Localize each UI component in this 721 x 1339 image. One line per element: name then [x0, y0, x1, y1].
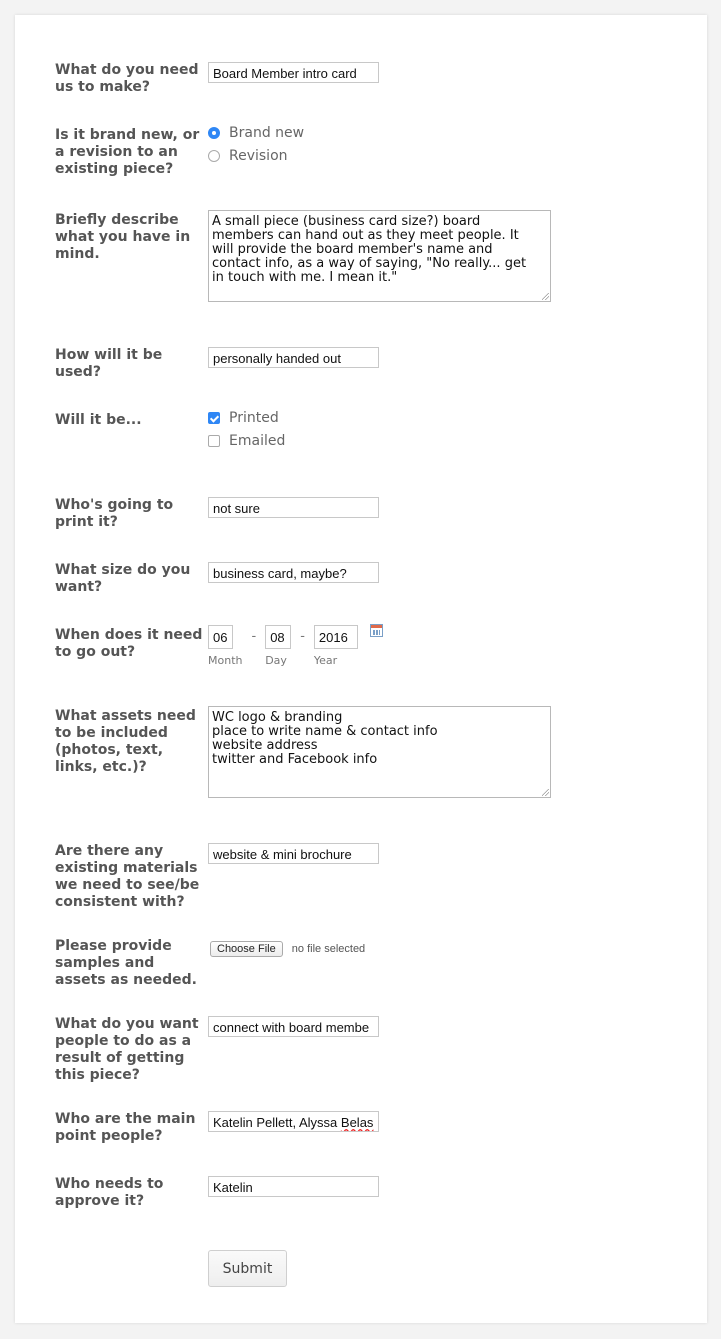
day-input[interactable]: 08: [265, 625, 291, 649]
size-label: What size do you want?: [55, 562, 191, 595]
submit-button[interactable]: Submit: [208, 1250, 287, 1287]
month-input[interactable]: 06: [208, 625, 233, 649]
checkbox-emailed[interactable]: [208, 429, 285, 452]
year-label: Year: [313, 654, 338, 667]
checkbox-emailed-label: Emailed: [229, 432, 286, 449]
assets-label: What assets need to be included (photos, text, links, etc.)?: [55, 708, 196, 775]
assets-textarea[interactable]: [208, 706, 551, 798]
make-label: What do you need us to make?: [55, 62, 199, 95]
radio-revision-label: Revision: [229, 147, 288, 164]
samples-label: Please provide samples and assets as needed.: [55, 938, 197, 988]
people-value: Katelin Pellett, Alyssa: [213, 1115, 341, 1130]
radio-revision[interactable]: [208, 144, 304, 167]
date-separator: -: [251, 629, 257, 644]
size-input[interactable]: business card, maybe?: [208, 562, 379, 583]
choose-file-button[interactable]: Choose File: [210, 941, 283, 957]
people-input[interactable]: [208, 1111, 379, 1132]
will-be-label: Will it be...: [55, 412, 142, 428]
checkbox-printed-label: Printed: [229, 409, 279, 426]
date-separator: -: [300, 629, 305, 644]
make-input[interactable]: Board Member intro card: [208, 62, 379, 83]
describe-line: A small piece (business card size?) board: [212, 214, 481, 229]
date-picker: [208, 625, 383, 667]
radio-brand-new-label: Brand new: [229, 124, 305, 141]
existing-label: Are there any existing materials we need to see/be consistent with?: [55, 843, 200, 910]
existing-input[interactable]: website & mini brochure: [208, 843, 379, 864]
approve-input[interactable]: Katelin: [208, 1176, 379, 1197]
resize-grip-icon[interactable]: [542, 789, 549, 796]
brand-new-label: Is it brand new, or a revision to an existing piece?: [55, 127, 200, 177]
month-label: Month: [208, 654, 243, 667]
print-label: Who's going to print it?: [55, 497, 174, 530]
calendar-icon[interactable]: [370, 624, 383, 637]
describe-line: contact info, as a way of saying, "No really... get: [212, 256, 527, 271]
assets-line: website address: [212, 738, 318, 753]
assets-line: twitter and Facebook info: [212, 752, 378, 767]
used-label: How will it be used?: [55, 347, 163, 380]
describe-line: will provide the board member's name and: [212, 242, 493, 257]
people-value-misspelled: Belas: [340, 1115, 374, 1130]
used-input[interactable]: personally handed out: [208, 347, 379, 368]
result-input[interactable]: connect with board membe: [208, 1016, 379, 1037]
assets-line: WC logo & branding: [212, 710, 343, 725]
assets-line: place to write name & contact info: [212, 724, 438, 739]
resize-grip-icon[interactable]: [542, 293, 549, 300]
approve-label: Who needs to approve it?: [55, 1176, 164, 1209]
year-input[interactable]: 2016: [314, 625, 358, 649]
describe-line: members can hand out as they meet people. It: [212, 228, 519, 243]
checkbox-printed[interactable]: [208, 406, 285, 429]
radio-revision-indicator[interactable]: [208, 150, 220, 162]
checkbox-emailed-indicator[interactable]: [208, 435, 220, 447]
describe-label: Briefly describe what you have in mind.: [55, 212, 191, 262]
print-input[interactable]: not sure: [208, 497, 379, 518]
date-label: When does it need to go out?: [55, 627, 203, 660]
radio-brand-new[interactable]: [208, 121, 304, 144]
describe-textarea[interactable]: [208, 210, 551, 302]
form-card: [15, 15, 707, 1323]
result-label: What do you want people to do as a result of getting this piece?: [55, 1016, 199, 1083]
radio-brand-new-indicator[interactable]: [208, 127, 220, 139]
describe-line: in touch with me. I mean it.": [212, 270, 398, 285]
checkbox-printed-indicator[interactable]: [208, 412, 220, 424]
file-status: no file selected: [291, 943, 366, 955]
people-label: Who are the main point people?: [55, 1111, 196, 1144]
day-label: Day: [265, 654, 287, 667]
